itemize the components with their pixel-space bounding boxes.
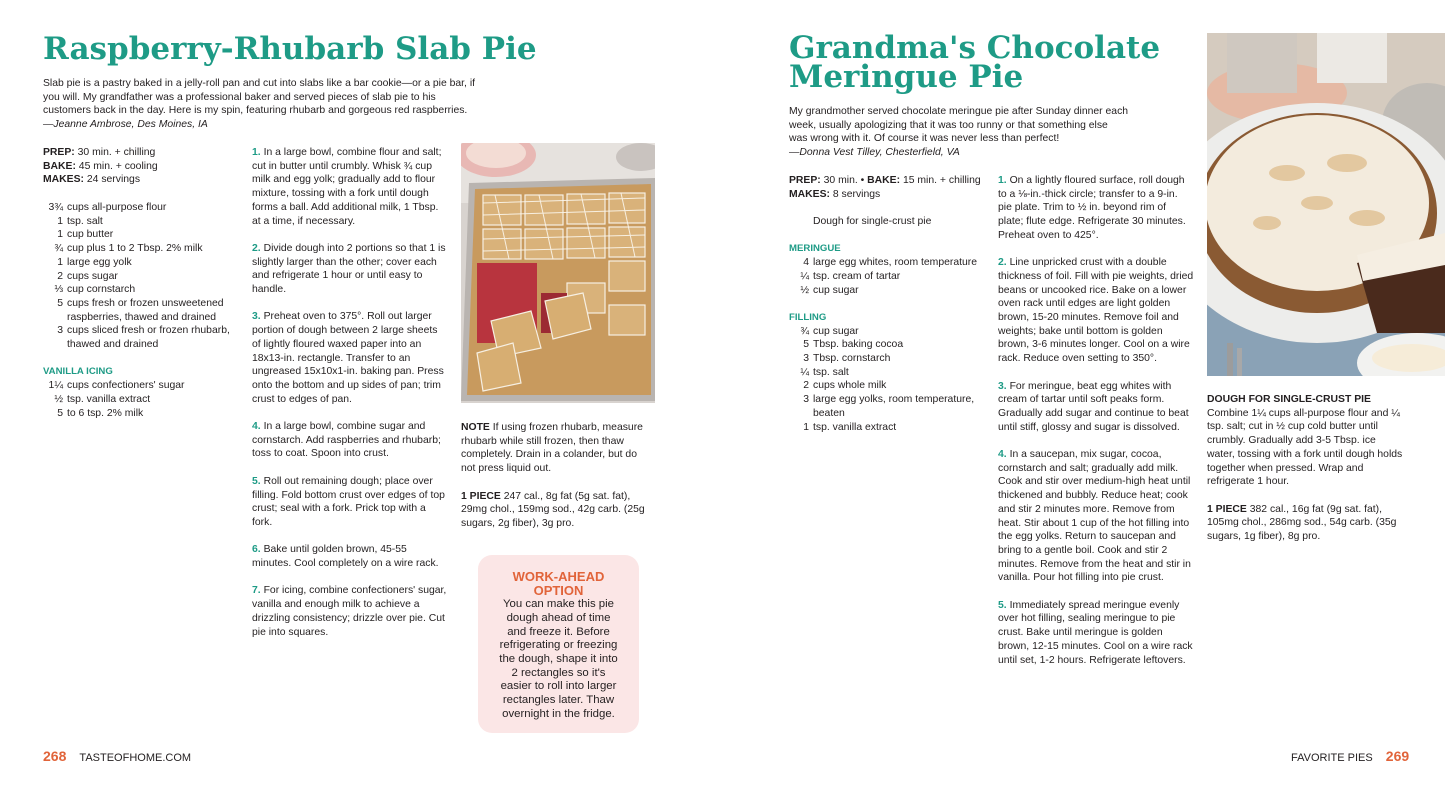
servings: 8 servings (832, 188, 881, 200)
ingredient-row: 2 cups sugar (57, 270, 118, 282)
step: 7. For icing, combine confectioners' sugar, vanilla and enough milk to achieve a drizzling consistency; drizzle over pie. Cut pie into squares. (252, 585, 447, 638)
ingredient-row: ¾ cup plus 1 to 2 Tbsp. 2% milk (54, 243, 203, 255)
directions (252, 146, 448, 653)
prep-label: PREP: (789, 175, 821, 186)
recipe-intro (43, 77, 483, 132)
recipe-meta (43, 146, 243, 187)
prep-time: 30 min. + chilling (77, 147, 156, 158)
step: 4. In a saucepan, mix sugar, cocoa, cornstarch and salt; gradually add milk. Cook and stir over medium-high heat until thickened and bubbly. Reduce heat; cook and stir 2 minutes more. Remove from heat. Stir about 1 cup of the hot filling into the egg yolks. Return to saucepan and bring to a gentle boil. Cook and stir 2 minutes. Remove from the heat and stir in vanilla. Pour hot filling into pie crust. (998, 449, 1191, 584)
ingredient-row: 3¾ cups all-purpose flour (48, 202, 167, 213)
byline: —Jeanne Ambrose, Des Moines, IA (43, 119, 208, 131)
left-footer (43, 748, 191, 764)
filling-heading: FILLING (789, 311, 827, 323)
byline: —Donna Vest Tilley, Chesterfield, VA (789, 147, 960, 159)
bake-label: BAKE: (43, 160, 76, 172)
step: 6. Bake until golden brown, 45-55 minutes. Cool completely on a wire rack. (252, 544, 439, 570)
icing-heading: VANILLA ICING (43, 366, 113, 378)
servings: 24 servings (86, 174, 141, 186)
ingredient-row: Dough for single-crust pie (813, 216, 932, 227)
work-ahead-text: You can make this pie dough ahead of time and freeze it. Before refrigerating or freezing the dough, shape it into 2 rectangles so it's easier to roll into larger rectangles later. Thaw overnight in the fridge. (499, 598, 618, 720)
step: 4. In a large bowl, combine sugar and cornstarch. Add raspberries and rhubarb; toss to coat. Spoon into crust. (252, 421, 441, 460)
ingredient-row: ½ cup sugar (800, 284, 859, 296)
step: 1. On a lightly floured surface, roll dough to a ⅛-in.-thick circle; transfer to a 9-in. pie plate. Trim to ½ in. beyond rim of plate; flute edge. Refrigerate 30 minutes. Preheat oven to 425°. (998, 175, 1186, 241)
ingredient-row: 1 large egg yolk (57, 256, 132, 268)
nutrition-info: 1 PIECE 247 cal., 8g fat (5g sat. fat), 29mg chol., 159mg sod., 42g carb. (25g sugars, 2g fiber), 3g pro. (461, 490, 645, 529)
directions (998, 174, 1194, 681)
step: 5. Immediately spread meringue evenly over hot filling, sealing meringue to pie crust. Bake until meringue is golden brown, 12-15 minutes. Cool on a wire rack until set, 1-2 hours. Refrigerate leftovers. (998, 599, 1193, 666)
step: 3. For meringue, beat egg whites with cream of tartar until soft peaks form. Gradually add sugar and continue to beat until stiff, glossy and sugar is dissolved. (998, 380, 1189, 433)
ingredient-row: 5 cups fresh or frozen unsweetened raspberries, thawed and drained (57, 297, 224, 323)
bake-time: 15 min. + chilling (902, 175, 981, 186)
slab-pie-photo (461, 143, 655, 403)
note: NOTE If using frozen rhubarb, measure rhubarb while still frozen, then thaw completely. Drain in a colander, but do not press liquid out. (461, 422, 643, 475)
makes-label: MAKES: (43, 174, 84, 186)
ingredient-row: 3 cups sliced fresh or frozen rhubarb, thawed and drained (57, 325, 230, 351)
page-number: 269 (1385, 748, 1410, 764)
slab-pie-illustration (461, 143, 655, 403)
ingredient-row: 1¼ cups confectioners' sugar (48, 380, 185, 392)
site-name: TASTEOFHOME.COM (79, 752, 192, 764)
section-name: FAVORITE PIES (1291, 752, 1373, 764)
prep-time: 30 min. • (823, 175, 865, 186)
ingredient-row: ¾ cup sugar (800, 325, 859, 337)
ingredient-row: ¼ tsp. cream of tartar (800, 270, 901, 282)
work-ahead-box (478, 555, 639, 733)
ingredient-row: ⅓ cup cornstarch (54, 284, 136, 296)
ingredient-row: 2 cups whole milk (803, 380, 887, 392)
ingredient-row: 1 tsp. salt (57, 215, 103, 227)
nutrition-info: 1 PIECE 382 cal., 16g fat (9g sat. fat), 105mg chol., 286mg sod., 54g carb. (35g sugars, 1g fiber), 8g pro. (1207, 503, 1397, 543)
recipe-meta (789, 174, 989, 201)
recipe-title: Raspberry-Rhubarb Slab Pie (43, 31, 537, 67)
ingredient-row: 4 large egg whites, room temperature (803, 257, 978, 269)
step: 5. Roll out remaining dough; place over filling. Fold bottom crust over edges of top crust; seal with a fork. Prick top with a fork. (252, 475, 445, 528)
page-number: 268 (43, 748, 67, 764)
recipe-intro (789, 105, 1129, 160)
bake-time: 45 min. + cooling (78, 160, 158, 172)
step: 1. In a large bowl, combine flour and salt; cut in butter until crumbly. Whisk ¾ cup milk and egg yolk; gradually add to flour mixture, tossing with a fork until dough forms a ball. Add additional milk, 1 Tbsp. at a time, if necessary. (252, 147, 442, 227)
ingredient-row: 3 large egg yolks, room temperature, beaten (803, 394, 975, 419)
ingredient-row: ¼ tsp. salt (800, 366, 849, 378)
recipe-title: Grandma's Chocolate Meringue Pie (789, 30, 1161, 95)
dough-note: DOUGH FOR SINGLE-CRUST PIE Combine 1¼ cups all-purpose flour and ¼ tsp. salt; cut in ½ cup cold butter until crumbly. Gradually add 3-5 Tbsp. ice water, tossing with a fork until dough holds together when pressed. Wrap and refrigerate 1 hour. (1207, 394, 1403, 488)
intro-text: Slab pie is a pastry baked in a jelly-roll pan and cut into slabs like a bar cookie—or a pie bar, if you will. My grandfather was a professional baker and served pieces of slab pie to his customers back in the day. Here is my spin, featuring rhubarb and gorgeous red raspberries. (43, 78, 476, 117)
recipe-notes (1207, 393, 1403, 557)
recipe-notes (461, 421, 651, 544)
step: 3. Preheat oven to 375°. Roll out larger portion of dough between 2 large sheets of lightly floured waxed paper into an 18x13-in. rectangle. Transfer to an ungreased 15x10x1-in. baking pan. Press onto the bottom and up sides of pan; trim crust to edges of pan. (252, 311, 444, 405)
ingredient-row: 5 Tbsp. baking cocoa (803, 339, 904, 351)
ingredient-row: 3 Tbsp. cornstarch (803, 353, 891, 364)
makes-label: MAKES: (789, 188, 830, 200)
ingredient-row: 1 tsp. vanilla extract (803, 421, 897, 433)
ingredient-row: 5 to 6 tsp. 2% milk (57, 407, 144, 419)
ingredient-row: 1 cup butter (57, 229, 114, 241)
meringue-pie-illustration (1207, 33, 1445, 376)
ingredient-list (43, 201, 248, 420)
prep-label: PREP: (43, 147, 75, 158)
ingredient-list (789, 215, 989, 434)
work-ahead-title: WORK-AHEAD OPTION (512, 569, 605, 598)
intro-text: My grandmother served chocolate meringue pie after Sunday dinner each week, usually apologizing that it was too runny or that something else was wrong with it. Of course it was never less than perfect! (789, 106, 1129, 145)
step: 2. Line unpricked crust with a double thickness of foil. Fill with pie weights, dried beans or uncooked rice. Bake on a lower oven rack until edges are light golden brown, 15-20 minutes. Remove foil and weights; bake until bottom is golden brown, 3-6 minutes longer. Cool on a wire rack. Reduce oven setting to 350°. (998, 257, 1194, 365)
bake-label: BAKE: (867, 175, 901, 186)
right-footer (1291, 748, 1409, 764)
step: 2. Divide dough into 2 portions so that 1 is slightly larger than the other; cover each and refrigerate 1 hour or until easy to handle. (252, 242, 446, 296)
chocolate-meringue-pie-photo (1207, 33, 1445, 376)
ingredient-row: ½ tsp. vanilla extract (54, 393, 151, 405)
meringue-heading: MERINGUE (789, 243, 841, 255)
